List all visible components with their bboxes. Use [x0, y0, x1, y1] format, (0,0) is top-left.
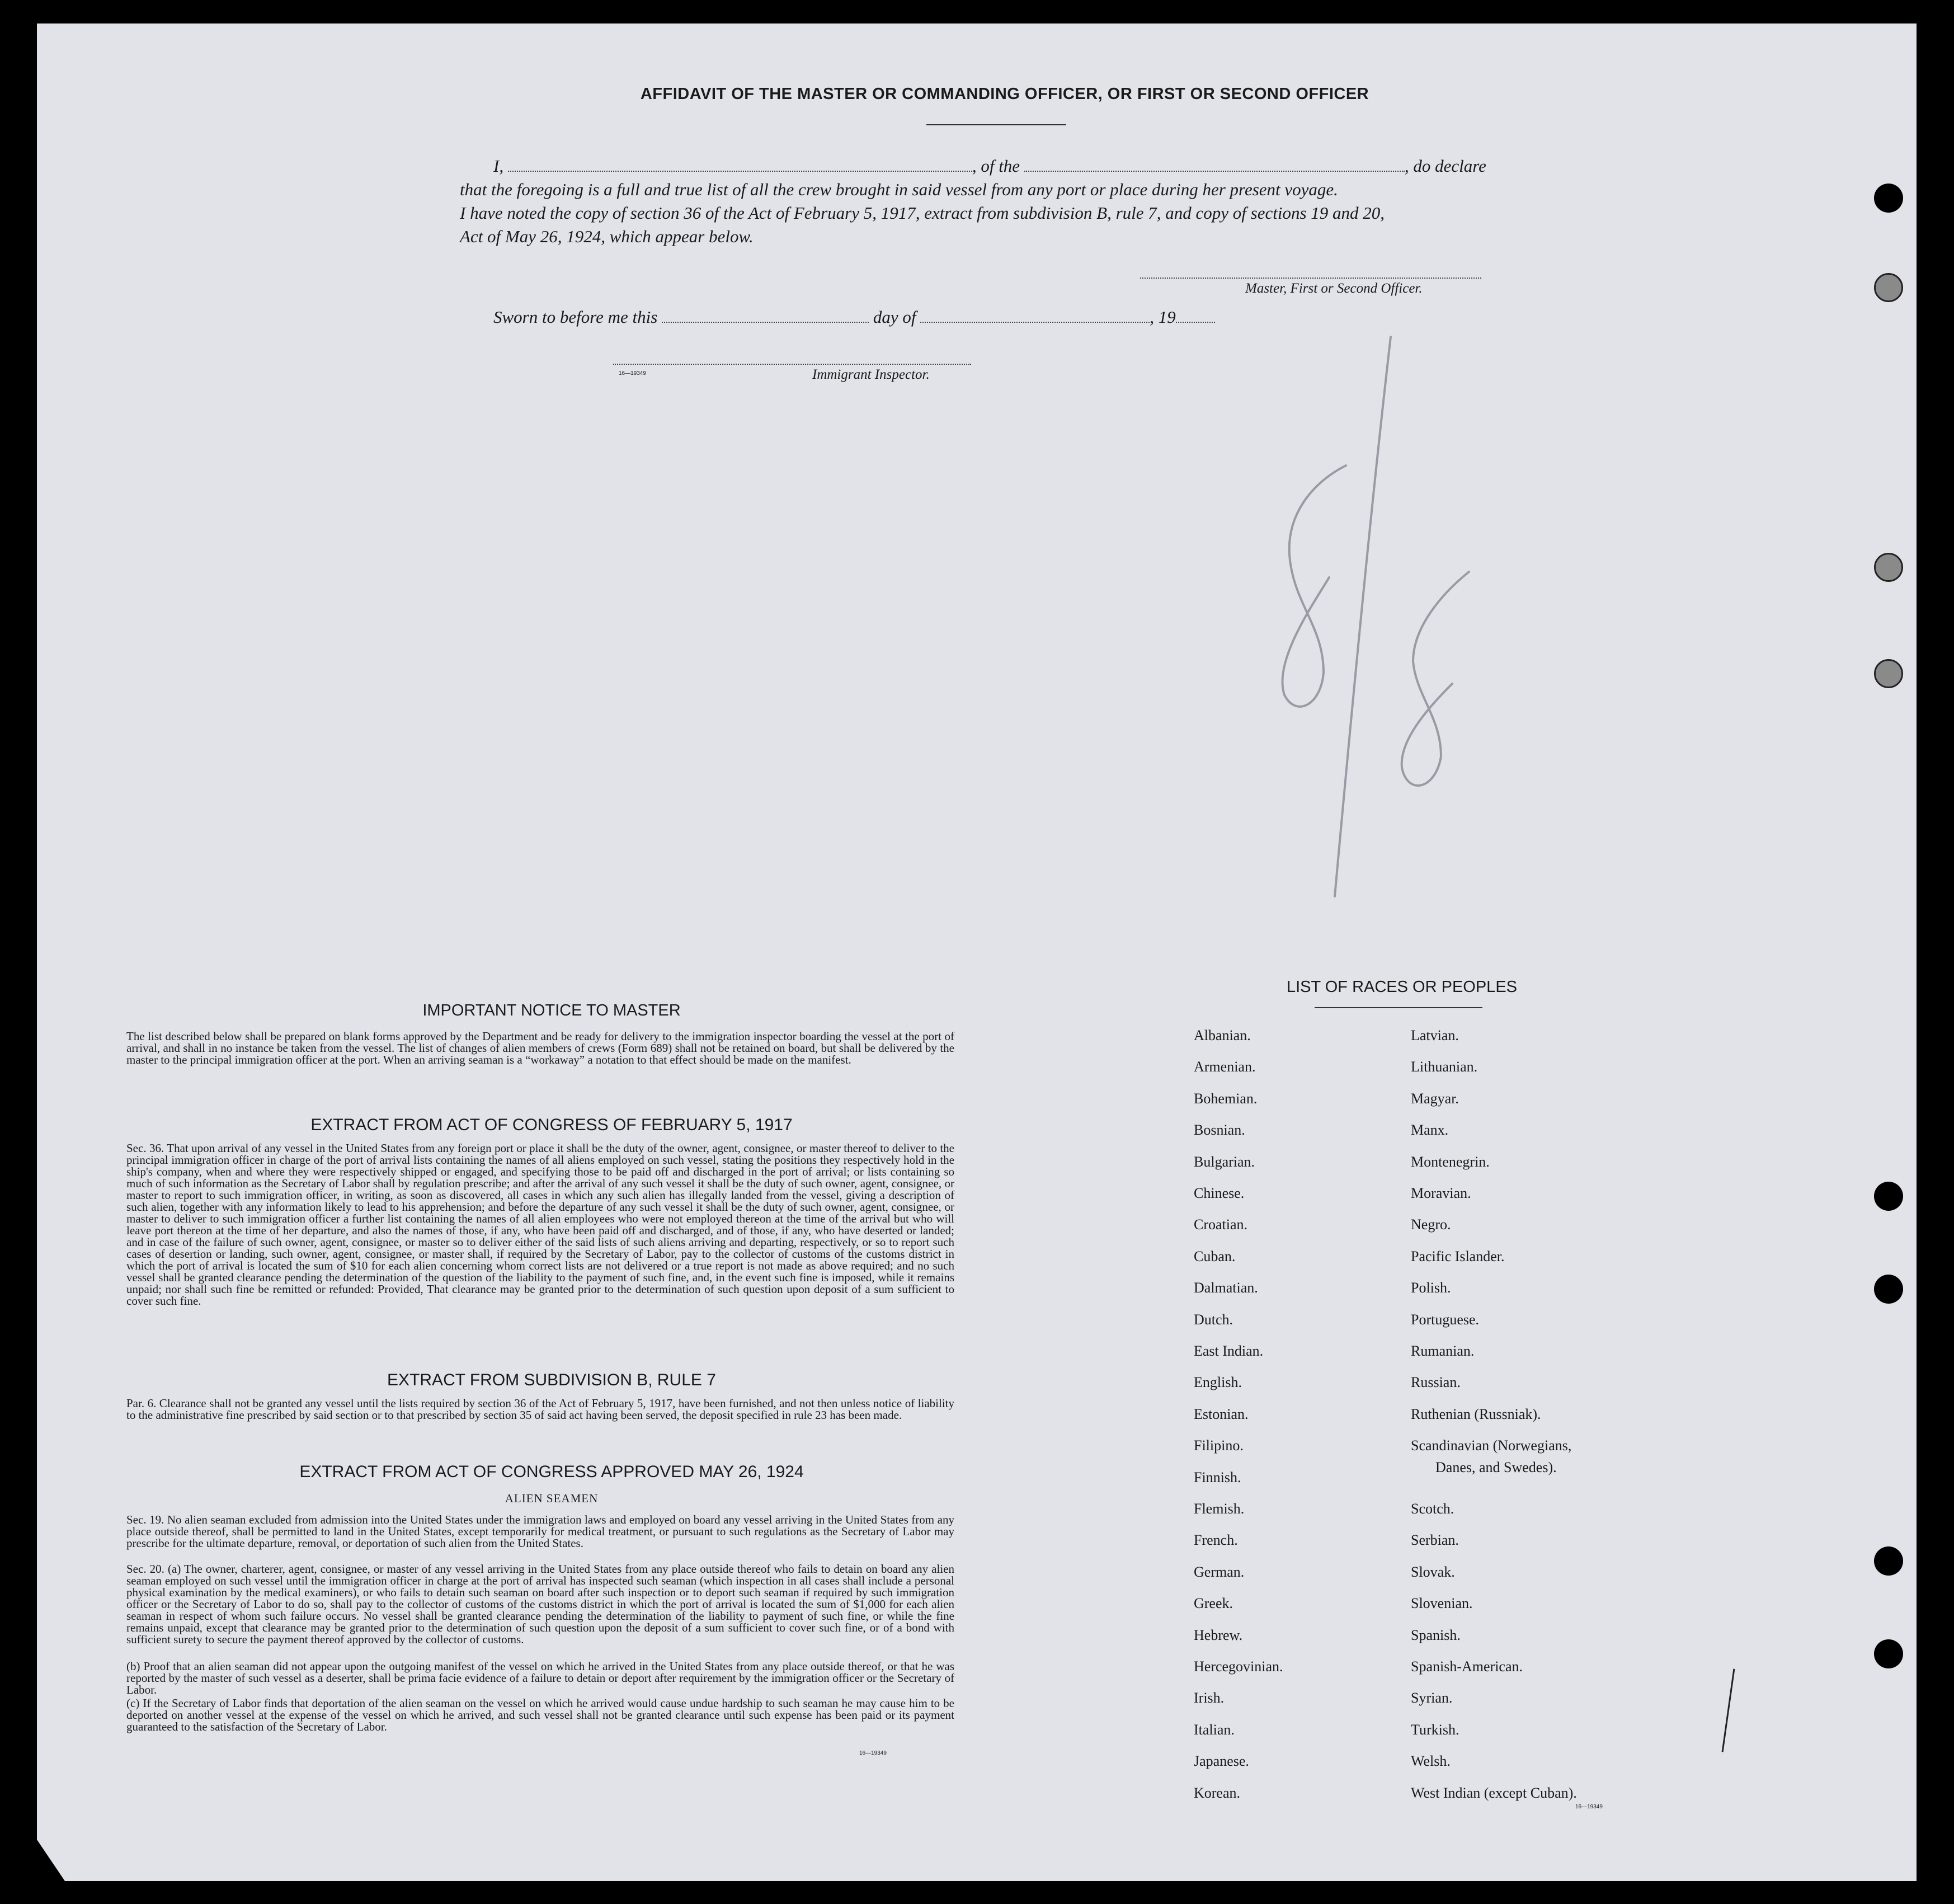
race-item: Syrian.: [1411, 1690, 1453, 1706]
name-blank[interactable]: [508, 156, 972, 172]
race-item: Hercegovinian.: [1194, 1658, 1283, 1675]
pencil-strokes: [1282, 337, 1469, 896]
race-item: Hebrew.: [1194, 1626, 1243, 1643]
signature-line[interactable]: [1140, 278, 1481, 279]
sworn-label: Sworn to before me this: [493, 307, 658, 327]
eight-stroke-left: [1282, 466, 1346, 707]
race-item: Japanese.: [1194, 1753, 1249, 1770]
eight-stroke-right: [1402, 572, 1469, 786]
vessel-blank[interactable]: [1024, 156, 1405, 172]
slash-stroke: [1335, 337, 1391, 896]
sec19-text: Sec. 19. No alien seaman excluded from admission into the United States under the immigration laws and employed on board any vessel arriving in the United States from any place outside thereof, shall be permitted to land in the United States, except temporarily for medical treatment, or pursuant to such regulations as the Secretary of Labor may prescribe for the ultimate departure, removal, or deportation of such alien from the United States.: [126, 1513, 954, 1550]
extract-rule7-body: Par. 6. Clearance shall not be granted any vessel until the lists required by section 36 of the Act of February 5, 1917, have been furnished, and not then unless notice of liability to the administrative fine prescribed by said section or to that prescribed by section 35 of said act having been served, the deposit specified in rule 23 has been made.: [126, 1397, 954, 1422]
race-item: Spanish.: [1411, 1626, 1461, 1643]
year-label: , 19: [1150, 307, 1176, 327]
race-item: Korean.: [1194, 1784, 1241, 1801]
notice-title: IMPORTANT NOTICE TO MASTER: [422, 1002, 681, 1019]
race-item: Russian.: [1411, 1374, 1461, 1391]
race-item: Flemish.: [1194, 1501, 1245, 1517]
do-declare-label: , do declare: [1404, 156, 1486, 176]
race-item: Dalmatian.: [1194, 1280, 1258, 1296]
notice-body: The list described below shall be prepared on blank forms approved by the Department and be ready for delivery to the immigration inspector boarding the vessel at the port of arrival, and shall in no instance be taken from the vessel. The list of changes of alien members of crews (Form 689) shall not be retained on board, but shall be delivered by the master to the principal immigration officer at the port. When an arriving seaman is a “workaway” a notation to that effect should be made on the manifest.: [126, 1029, 954, 1066]
sec20b-text: (b) Proof that an alien seaman did not appear upon the outgoing manifest of the vessel on which he arrived in the United States from any place outside thereof, or that he was reported by the master of such vessel as a deserter, shall be prima facie evidence of a failure to detain or deport after requirement by the immigration officer or the Secretary of Labor.: [126, 1659, 954, 1696]
document-page: [37, 23, 1917, 1881]
month-blank[interactable]: [920, 307, 1150, 323]
race-item: Montenegrin.: [1411, 1153, 1490, 1170]
race-item: German.: [1194, 1563, 1245, 1580]
sec20c-text: (c) If the Secretary of Labor finds that deportation of the alien seaman on the vessel on which he arrived would cause undue hardship to such seaman he may cause him to be deported on another vessel at the expense of the vessel on which he arrived, and such vessel shall not be granted clearance until such expense has been paid or its payment guaranteed to the satisfaction of the Secretary of Labor.: [126, 1696, 954, 1733]
race-item: Albanian.: [1194, 1027, 1251, 1043]
race-item: Moravian.: [1411, 1185, 1471, 1201]
form-number-right: 16—19349: [1575, 1804, 1603, 1810]
binder-hole: [1874, 1639, 1903, 1668]
race-item: Negro.: [1411, 1216, 1451, 1233]
race-item: French.: [1194, 1532, 1238, 1549]
race-item: Scotch.: [1411, 1501, 1454, 1517]
race-item: Polish.: [1411, 1280, 1451, 1296]
race-item: Dutch.: [1194, 1311, 1233, 1328]
race-item: Welsh.: [1411, 1753, 1451, 1770]
race-item: West Indian (except Cuban).: [1411, 1784, 1577, 1801]
alien-seamen-subtitle: ALIEN SEAMEN: [505, 1492, 599, 1505]
race-item: Slovenian.: [1411, 1595, 1473, 1612]
extract-1917-title: EXTRACT FROM ACT OF CONGRESS OF FEBRUARY 5, 1917: [310, 1116, 793, 1134]
scandinavian-continuation: Danes, and Swedes).: [1435, 1459, 1557, 1475]
binder-hole: [1874, 1182, 1903, 1211]
race-item: Turkish.: [1411, 1721, 1459, 1738]
race-item: Croatian.: [1194, 1216, 1248, 1233]
affidavit-title: AFFIDAVIT OF THE MASTER OR COMMANDING OFFICER, OR FIRST OR SECOND OFFICER: [640, 85, 1369, 103]
race-item: English.: [1194, 1374, 1242, 1391]
race-item: Rumanian.: [1411, 1343, 1475, 1359]
race-item: Estonian.: [1194, 1405, 1249, 1422]
race-item: Armenian.: [1194, 1059, 1256, 1075]
binder-hole: [1874, 1546, 1903, 1576]
extract-rule7-title: EXTRACT FROM SUBDIVISION B, RULE 7: [387, 1371, 716, 1389]
race-item: Manx.: [1411, 1122, 1449, 1139]
binder-hole: [1874, 273, 1903, 302]
race-item: Cuban.: [1194, 1248, 1236, 1264]
race-item: Italian.: [1194, 1721, 1235, 1738]
day-of-label: day of: [873, 307, 916, 327]
year-blank[interactable]: [1176, 307, 1215, 323]
affidavit-line-2: that the foregoing is a full and true list of all the crew brought in said vessel from any port or place during her present voyage.: [460, 180, 1338, 199]
affidavit-line-3: I have noted the copy of section 36 of the Act of February 5, 1917, extract from subdivision B, rule 7, and copy of sections 19 and 20,: [460, 203, 1385, 223]
of-the-label: , of the: [972, 156, 1020, 176]
race-item: Slovak.: [1411, 1563, 1455, 1580]
handwritten-tick: [1722, 1669, 1735, 1752]
form-number-left: 16—19349: [859, 1750, 887, 1756]
race-item: East Indian.: [1194, 1343, 1264, 1359]
race-item: Chinese.: [1194, 1185, 1245, 1201]
race-item: Magyar.: [1411, 1090, 1459, 1107]
inspector-signature-line[interactable]: [613, 364, 971, 365]
race-item: Irish.: [1194, 1690, 1225, 1706]
binder-hole: [1874, 659, 1903, 688]
sec20a-text: Sec. 20. (a) The owner, charterer, agent, consignee, or master of any vessel arriving in the United States from any place outside thereof who fails to detain on board any alien seaman employed on such vessel until the immigration officer in charge at the port of arrival has inspected such seaman (which inspection in all cases shall include a personal physical examination by the medical examiners), or who fails to detain such seaman on board after such inspection or to deport such seaman if required by such immigration officer or the Secretary of Labor to do so, shall pay to the collector of customs of the customs district in which the port of arrival is located the sum of $1,000 for each alien seaman in respect of whom such failure occurs. No vessel shall be granted clearance pending the determination of the liability to payment of such fine, or while the fine remains unpaid, except that clearance may be granted prior to the determination of such question upon the deposit of a sum sufficient to cover such fine, or of a bond with sufficient surety to secure the payment thereof approved by the collector of customs.: [126, 1562, 954, 1646]
race-item: Latvian.: [1411, 1027, 1459, 1043]
form-number-top: 16—19349: [619, 370, 646, 377]
race-item: Lithuanian.: [1411, 1059, 1478, 1075]
i-label: I,: [493, 156, 504, 176]
affidavit-line-1: [460, 154, 1556, 178]
extract-1924-title: EXTRACT FROM ACT OF CONGRESS APPROVED MAY 26, 1924: [299, 1463, 804, 1481]
inspector-caption: Immigrant Inspector.: [812, 367, 930, 382]
day-blank[interactable]: [662, 307, 869, 323]
title-underline: [926, 124, 1066, 125]
handwritten-mark: [1228, 314, 1542, 930]
sworn-line: [493, 305, 1333, 329]
race-item: Bohemian.: [1194, 1090, 1258, 1107]
race-item: Ruthenian (Russniak).: [1411, 1405, 1541, 1422]
races-title-underline: [1315, 1007, 1482, 1008]
folded-corner: [37, 1840, 70, 1881]
race-item: Bosnian.: [1194, 1122, 1245, 1139]
extract-1917-body: Sec. 36. That upon arrival of any vessel in the United States from any foreign port or place it shall be the duty of the owner, agent, consignee, or master thereof to deliver to the principal immigration officer in charge of the port of arrival lists containing the names of all aliens employed on such vessel, stating the positions they respectively hold in the ship's company, when and where they were respectively shipped or engaged, and specifying those to be paid off and discharged in the port of arrival; or lists containing so much of such information as the Secretary of Labor shall by regulation prescribe; and after the arrival of any such vessel it shall be the duty of such owner, agent, consignee, or master to report to such immigration officer, in writing, as soon as discovered, all cases in which any such alien has illegally landed from the vessel, giving a description of such alien, together with any information likely to lead to his apprehension; and before the departure of any such vessel it shall be the duty of such owner, agent, consignee, or master to deliver to such immigration officer a further list containing the names of all alien employees who were not employed thereon at the time of the arrival but who will leave port thereon at the time of her departure, and also the names of those, if any, who have been paid off and discharged, and of those, if any, who have deserted or landed; and in case of the failure of such owner, agent, consignee, or master so to deliver either of the said lists of such aliens arriving and departing, respectively, or so to report such cases of desertion or landing, such owner, agent, consignee, or master shall, if required by the Secretary of Labor, pay to the collector of customs of the customs district in which the port of arrival is located the sum of $10 for each alien concerning whom correct lists are not delivered or a true report is not made as above required; and no such vessel shall be granted clearance pending the determination of the question of the liability to the payment of such fine, and, in the event such fine is imposed, while it remains unpaid; nor shall such fine be remitted or refunded: Provided, That clearance may be granted prior to the determination of such question upon deposit of a sum sufficient to cover such fine.: [126, 1141, 954, 1308]
binder-hole: [1874, 184, 1903, 213]
race-item: Spanish-American.: [1411, 1658, 1523, 1675]
race-item: Greek.: [1194, 1595, 1233, 1612]
binder-hole: [1874, 553, 1903, 582]
affidavit-line-4: Act of May 26, 1924, which appear below.: [460, 227, 754, 246]
race-item: Portuguese.: [1411, 1311, 1480, 1328]
races-title: LIST OF RACES OR PEOPLES: [1286, 978, 1518, 996]
signature-caption: Master, First or Second Officer.: [1245, 281, 1423, 296]
race-item: Pacific Islander.: [1411, 1248, 1505, 1264]
race-item: Filipino.: [1194, 1437, 1244, 1454]
race-item: Bulgarian.: [1194, 1153, 1255, 1170]
binder-hole: [1874, 1275, 1903, 1304]
race-item: Finnish.: [1194, 1469, 1241, 1485]
race-item: Serbian.: [1411, 1532, 1459, 1549]
race-item: Scandinavian (Norwegians,: [1411, 1437, 1572, 1454]
